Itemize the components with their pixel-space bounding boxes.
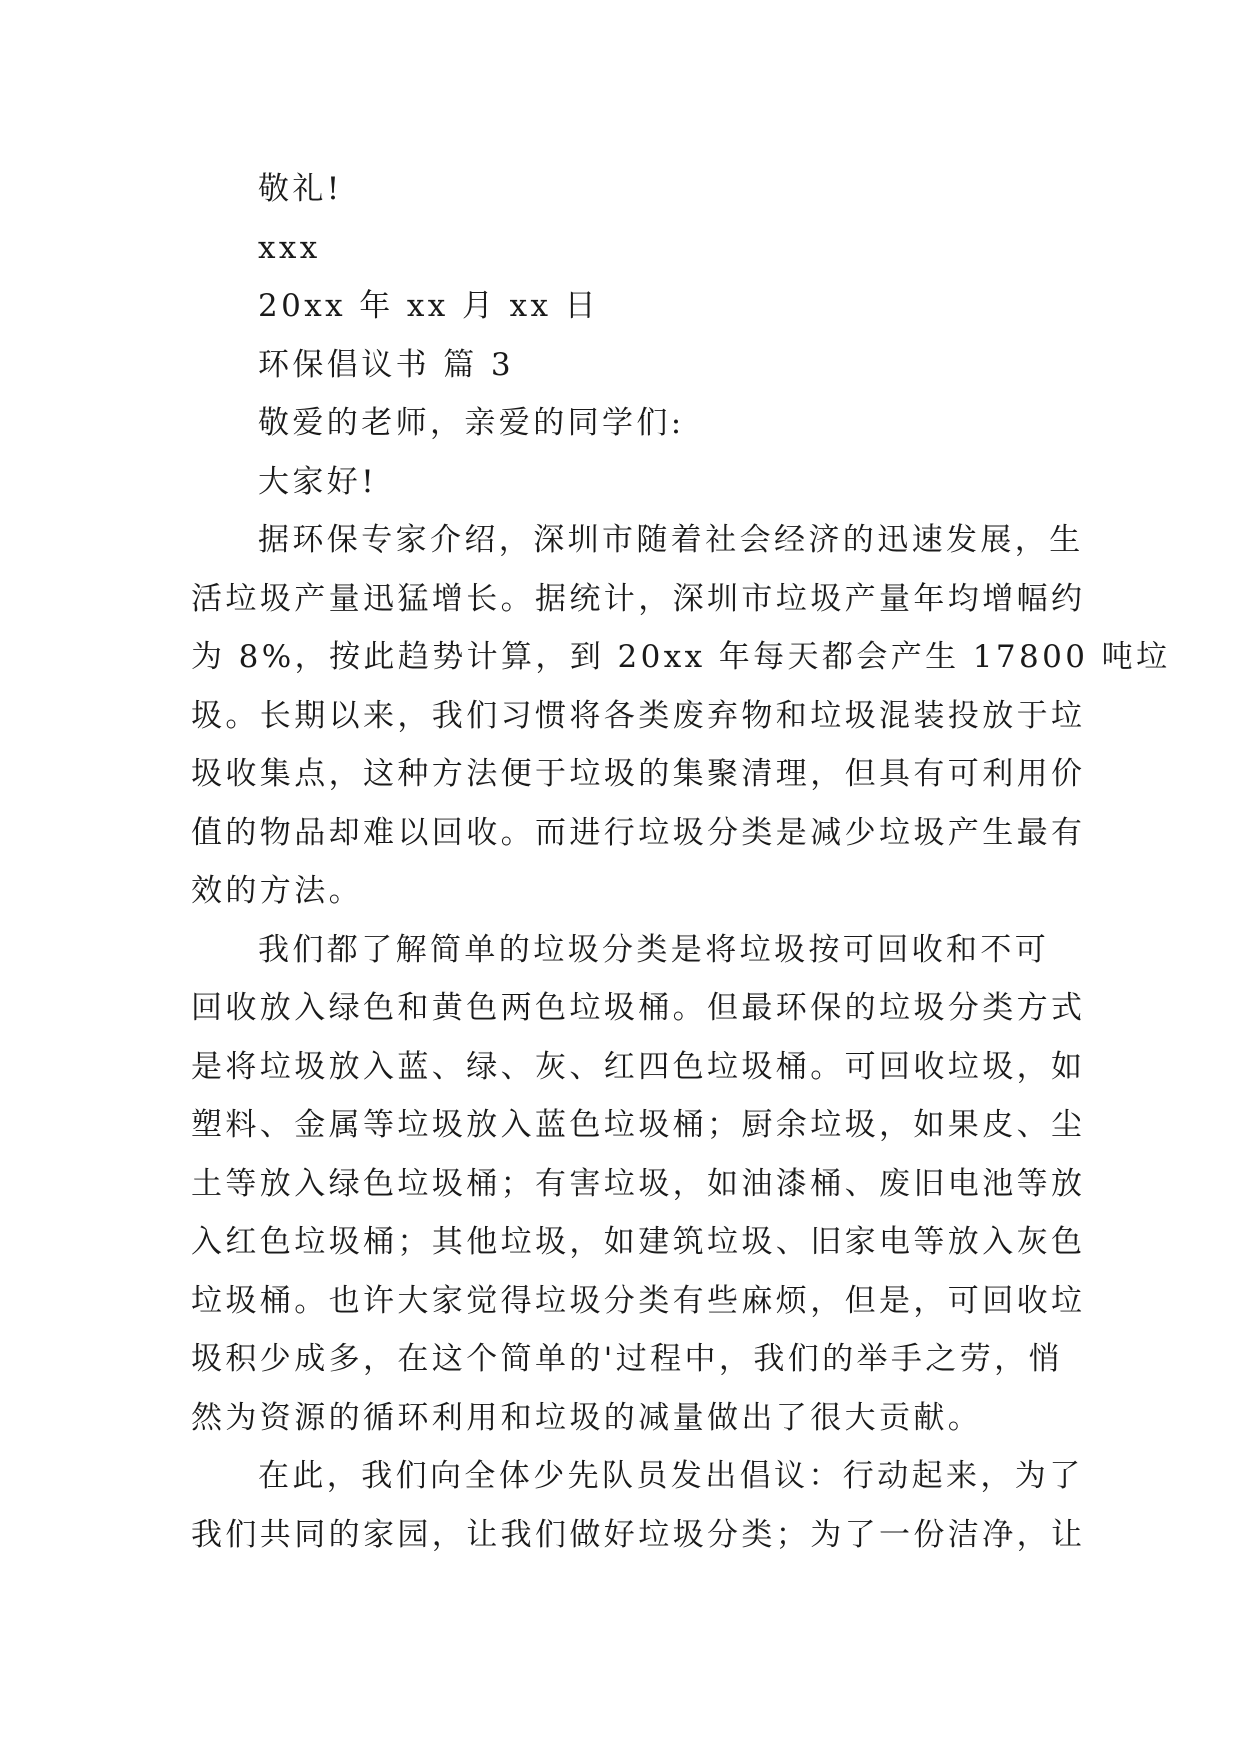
paragraph-line: 圾积少成多，在这个简单的'过程中，我们的举手之劳，悄 <box>191 1341 1063 1377</box>
paragraph-line: 入红色垃圾桶；其他垃圾，如建筑垃圾、旧家电等放入灰色 <box>191 1224 1086 1260</box>
paragraph-line: 土等放入绿色垃圾桶；有害垃圾，如油漆桶、废旧电池等放 <box>191 1165 1086 1202</box>
document-body <box>191 160 1171 1564</box>
paragraph-3 <box>191 1447 1086 1564</box>
paragraph-line: 效的方法。 <box>191 873 363 909</box>
signature: xxx <box>258 229 321 266</box>
paragraph-line: 我们共同的家园，让我们做好垃圾分类；为了一份洁净，让 <box>191 1516 1086 1553</box>
opening: 大家好! <box>258 463 378 500</box>
paragraph-2 <box>191 921 1086 1448</box>
closing-salute: 敬礼! <box>258 171 343 207</box>
paragraph-line: 圾。长期以来，我们习惯将各类废弃物和垃圾混装投放于垃 <box>191 697 1086 734</box>
paragraph-line: 在此，我们向全体少先队员发出倡议：行动起来，为了 <box>258 1458 1084 1494</box>
paragraph-line: 值的物品却难以回收。而进行垃圾分类是减少垃圾产生最有 <box>191 814 1086 851</box>
paragraph-line: 是将垃圾放入蓝、绿、灰、红四色垃圾桶。可回收垃圾，如 <box>191 1048 1086 1085</box>
paragraph-line: 垃圾桶。也许大家觉得垃圾分类有些麻烦，但是，可回收垃 <box>191 1282 1086 1319</box>
paragraph-line: 我们都了解简单的垃圾分类是将垃圾按可回收和不可 <box>258 931 1050 968</box>
paragraph-line: 为 8%，按此趋势计算，到 20xx 年每天都会产生 17800 吨垃 <box>191 639 1171 675</box>
section-title: 环保倡议书 篇 3 <box>258 346 515 383</box>
paragraph-line: 塑料、金属等垃圾放入蓝色垃圾桶；厨余垃圾，如果皮、尘 <box>191 1107 1086 1143</box>
paragraph-1 <box>191 511 1171 921</box>
paragraph-line: 回收放入绿色和黄色两色垃圾桶。但最环保的垃圾分类方式 <box>191 990 1086 1026</box>
paragraph-line: 圾收集点，这种方法便于垃圾的集聚清理，但具有可利用价 <box>191 756 1086 792</box>
date-line: 20xx 年 xx 月 xx 日 <box>258 288 600 324</box>
paragraph-line: 据环保专家介绍，深圳市随着社会经济的迅速发展，生 <box>258 522 1084 558</box>
paragraph-line: 然为资源的循环利用和垃圾的减量做出了很大贡献。 <box>191 1399 983 1436</box>
paragraph-line: 活垃圾产量迅猛增长。据统计，深圳市垃圾产量年均增幅约 <box>191 580 1086 617</box>
greeting: 敬爱的老师，亲爱的同学们: <box>258 405 685 441</box>
